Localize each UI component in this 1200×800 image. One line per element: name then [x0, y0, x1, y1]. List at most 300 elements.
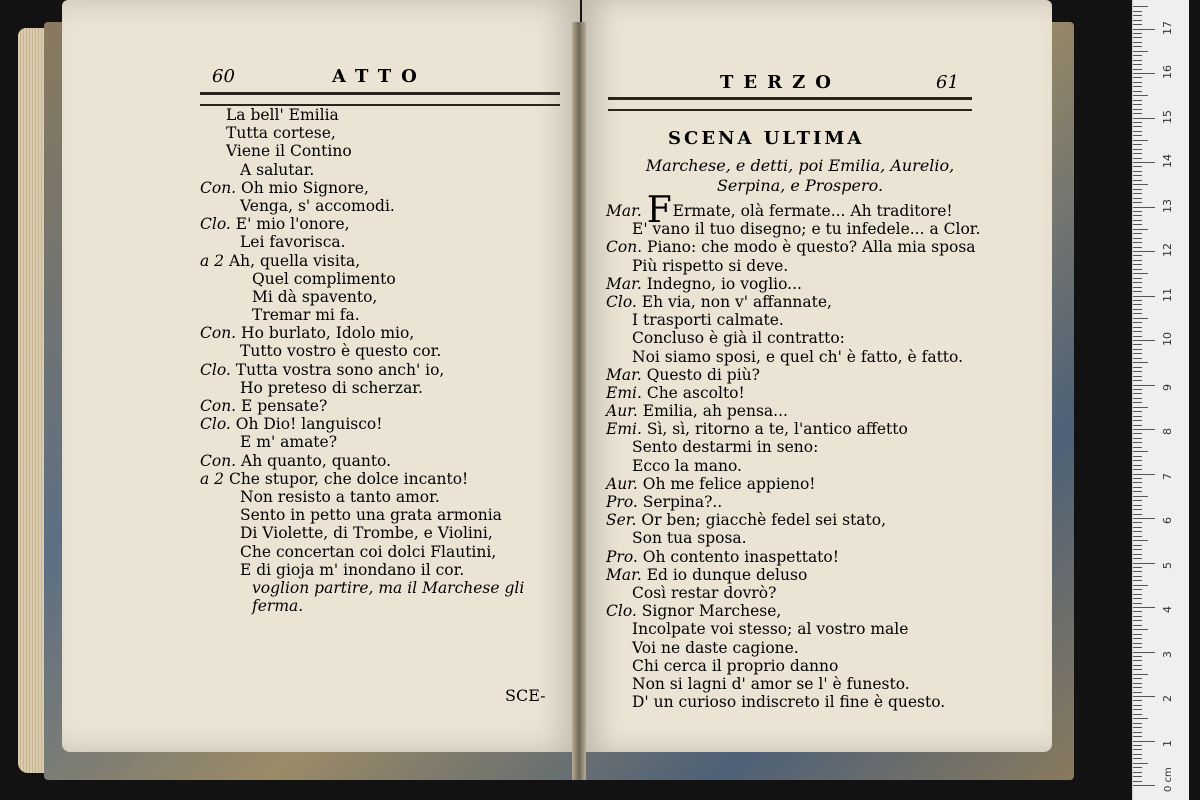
right-page-line: [606, 675, 986, 693]
ruler-tick: [1133, 549, 1142, 550]
verse-text: A salutar.: [240, 160, 315, 179]
right-page-line: [606, 420, 986, 438]
ruler-tick: [1133, 500, 1142, 501]
verse-text: Voi ne daste cagione.: [632, 638, 799, 657]
ruler-tick: [1133, 131, 1142, 132]
verse-text: Sento destarmi in seno:: [632, 438, 819, 457]
ruler-tick: [1133, 465, 1142, 466]
ruler-tick: [1133, 509, 1142, 510]
verse-text: Questo di più?: [646, 365, 760, 384]
right-page-line: [606, 602, 986, 620]
right-page-line: [606, 384, 986, 402]
speaker-label: Mar.: [606, 365, 642, 384]
left-page-line: [200, 288, 560, 306]
ruler-tick: [1133, 665, 1142, 666]
ruler-tick: [1133, 776, 1142, 777]
ruler-number: 1: [1161, 739, 1174, 747]
ruler-tick: [1133, 527, 1142, 528]
ruler-tick: [1133, 24, 1142, 25]
verse-text: Di Violette, di Trombe, e Violini,: [240, 524, 493, 543]
ruler-tick: [1133, 278, 1142, 279]
left-page-line: [200, 397, 560, 415]
left-page-line: [200, 561, 560, 579]
ruler-number: 5: [1161, 561, 1174, 569]
ruler-tick: [1133, 732, 1142, 733]
left-page-line: [200, 597, 560, 615]
ruler-tick: [1133, 563, 1155, 564]
ruler-tick: [1133, 460, 1142, 461]
left-page-text: [200, 106, 560, 615]
ruler-unit-label: 0 cm: [1163, 767, 1174, 792]
ruler-tick: [1133, 629, 1148, 630]
ruler-tick: [1133, 531, 1142, 532]
ruler-tick: [1133, 291, 1142, 292]
verse-text: D' un curioso indiscreto il fine è questo.: [632, 693, 946, 712]
ruler-tick: [1133, 198, 1142, 199]
ruler-tick: [1133, 104, 1142, 105]
ruler-tick: [1133, 625, 1142, 626]
ruler-tick: [1133, 705, 1142, 706]
verse-text: Mi dà spavento,: [252, 287, 378, 306]
verse-text: Ah quanto, quanto.: [241, 451, 392, 470]
left-page-line: [200, 215, 560, 233]
left-page-line: [200, 488, 560, 506]
left-header-rule: [200, 92, 560, 106]
ruler-tick: [1133, 496, 1148, 497]
left-page-line: [200, 197, 560, 215]
ruler-tick: [1133, 616, 1142, 617]
ruler-tick: [1133, 487, 1142, 488]
ruler-tick: [1133, 407, 1148, 408]
speaker-label: Mar.: [606, 565, 642, 584]
right-page-line: [606, 511, 986, 529]
verse-text: Indegno, io voglio...: [646, 274, 802, 293]
ruler-tick: [1133, 91, 1142, 92]
right-page-text: [606, 190, 986, 712]
left-page-line: [200, 524, 560, 542]
speaker-label: Mar.: [606, 202, 642, 220]
ruler-tick: [1133, 647, 1142, 648]
ruler-tick: [1133, 180, 1142, 181]
ruler-tick: [1133, 367, 1142, 368]
ruler-tick: [1133, 118, 1155, 119]
ruler-tick: [1133, 781, 1142, 782]
speaker-label: a 2: [200, 469, 225, 488]
verse-text: Serpina?..: [642, 493, 723, 511]
right-running-head: TERZO: [720, 72, 841, 93]
ruler-tick: [1133, 741, 1155, 742]
ruler-tick: [1133, 482, 1142, 483]
ruler-tick: [1133, 536, 1142, 537]
speaker-label: Clo.: [200, 360, 231, 379]
ruler-tick: [1133, 456, 1142, 457]
ruler-tick: [1133, 300, 1142, 301]
ruler-tick: [1133, 585, 1148, 586]
verse-text: Ermate, olà fermate... Ah traditore!: [672, 202, 953, 220]
stage-direction: ferma.: [252, 597, 304, 616]
verse-text: Sì, sì, ritorno a te, l'antico affetto: [646, 420, 908, 439]
verse-text: E di gioja m' inondano il cor.: [240, 560, 465, 579]
ruler-tick: [1133, 33, 1142, 34]
ruler-tick: [1133, 15, 1142, 16]
ruler-tick: [1133, 554, 1142, 555]
ruler-tick: [1133, 571, 1142, 572]
ruler-tick: [1133, 269, 1142, 270]
ruler-tick: [1133, 683, 1142, 684]
ruler-tick: [1133, 447, 1142, 448]
verse-text: E' mio l'onore,: [235, 215, 350, 234]
ruler-tick: [1133, 233, 1142, 234]
speaker-label: Con.: [200, 397, 237, 415]
ruler-tick: [1133, 309, 1142, 310]
ruler-tick: [1133, 358, 1142, 359]
ruler-tick: [1133, 727, 1142, 728]
verse-text: Così restar dovrò?: [632, 583, 777, 602]
verse-text: La bell' Emilia: [226, 106, 339, 124]
ruler-tick: [1133, 638, 1142, 639]
right-page-line: [606, 548, 986, 566]
verse-text: Oh contento inaspettato!: [642, 547, 839, 566]
verse-text: Tremar mi fa.: [252, 306, 360, 325]
ruler-tick: [1133, 669, 1142, 670]
ruler-tick: [1133, 438, 1142, 439]
ruler-tick: [1133, 6, 1148, 7]
ruler-tick: [1133, 389, 1142, 390]
ruler-number: 2: [1161, 695, 1174, 702]
speaker-label: Pro.: [606, 493, 638, 511]
ruler-tick: [1133, 273, 1148, 274]
verse-text: E m' amate?: [240, 433, 338, 452]
ruler-number: 3: [1161, 650, 1174, 658]
left-page-line: [200, 142, 560, 160]
right-page-line: [606, 366, 986, 384]
ruler-tick: [1133, 767, 1142, 768]
right-page-line: [606, 238, 986, 256]
ruler-tick: [1133, 398, 1142, 399]
verse-text: Emilia, ah pensa...: [642, 402, 788, 421]
ruler-number: 15: [1161, 109, 1174, 124]
left-page-line: [200, 106, 560, 124]
right-page-line: [606, 566, 986, 584]
verse-text: Ecco la mano.: [632, 456, 742, 475]
speaker-label: Pro.: [606, 547, 638, 566]
ruler-tick: [1133, 723, 1142, 724]
ruler-tick: [1133, 260, 1142, 261]
ruler-tick: [1133, 60, 1142, 61]
right-page-line: [606, 311, 986, 329]
ruler-tick: [1133, 540, 1148, 541]
ruler-number: 10: [1161, 332, 1174, 346]
ruler-tick: [1133, 251, 1155, 252]
ruler-tick: [1133, 313, 1142, 314]
ruler-tick: [1133, 700, 1142, 701]
ruler-tick: [1133, 109, 1142, 110]
ruler-tick: [1133, 340, 1155, 341]
ruler-tick: [1133, 416, 1142, 417]
left-page-line: [200, 342, 560, 360]
verse-text: Concluso è già il contratto:: [632, 329, 845, 348]
ruler-tick: [1133, 580, 1142, 581]
ruler-tick: [1133, 451, 1148, 452]
ruler-tick: [1133, 82, 1142, 83]
right-page-line: [606, 220, 986, 238]
ruler-tick: [1133, 46, 1142, 47]
ruler-number: 14: [1161, 154, 1174, 168]
ruler-tick: [1133, 220, 1142, 221]
ruler-tick: [1133, 763, 1148, 764]
verse-text: E' vano il tuo disegno; e tu infedele... a Clor.: [632, 220, 981, 239]
verse-text: Quel complimento: [252, 269, 396, 288]
right-page-line: [606, 293, 986, 311]
ruler-tick: [1133, 304, 1142, 305]
verse-text: Non resisto a tanto amor.: [240, 487, 440, 506]
left-page-line: [200, 252, 560, 270]
ruler-tick: [1133, 567, 1142, 568]
verse-text: Che ascolto!: [646, 383, 745, 402]
ruler-tick: [1133, 660, 1142, 661]
left-page-line: [200, 361, 560, 379]
ruler-tick: [1133, 140, 1148, 141]
left-page-line: [200, 579, 560, 597]
ruler-tick: [1133, 634, 1142, 635]
ruler-tick: [1133, 620, 1142, 621]
ruler-tick: [1133, 162, 1155, 163]
ruler-tick: [1133, 100, 1142, 101]
ruler-tick: [1133, 51, 1148, 52]
ruler-tick: [1133, 353, 1142, 354]
ruler-tick: [1133, 371, 1142, 372]
speaker-label: Clo.: [200, 215, 231, 234]
ruler-tick: [1133, 442, 1142, 443]
characters-line-1: Marchese, e detti, poi Emilia, Aurelio,: [645, 156, 955, 175]
speaker-label: Con.: [606, 238, 643, 257]
ruler-tick: [1133, 153, 1142, 154]
right-page-line: [606, 457, 986, 475]
measuring-ruler: [1132, 0, 1189, 800]
ruler-tick: [1133, 656, 1142, 657]
right-page-number: 61: [936, 72, 959, 93]
ruler-tick: [1133, 603, 1142, 604]
ruler-tick: [1133, 714, 1142, 715]
verse-text: Ho preteso di scherzar.: [240, 378, 423, 397]
ruler-number: 7: [1161, 472, 1174, 480]
right-page-line: [606, 620, 986, 638]
left-page-line: [200, 161, 560, 179]
ruler-tick: [1133, 255, 1142, 256]
speaker-label: Emi.: [606, 420, 642, 439]
right-page-line: [606, 639, 986, 657]
ruler-tick: [1133, 135, 1142, 136]
ruler-tick: [1133, 736, 1142, 737]
ruler-tick: [1133, 344, 1142, 345]
right-page-line: [606, 693, 986, 711]
ruler-tick: [1133, 754, 1142, 755]
ruler-tick: [1133, 86, 1142, 87]
verse-text: Son tua sposa.: [632, 529, 747, 548]
ruler-tick: [1133, 402, 1142, 403]
speaker-label: Emi.: [606, 383, 642, 402]
ruler-tick: [1133, 73, 1155, 74]
ruler-tick: [1133, 514, 1142, 515]
ruler-tick: [1133, 709, 1142, 710]
speaker-label: Con.: [200, 324, 237, 343]
ruler-tick: [1133, 171, 1142, 172]
ruler-tick: [1133, 37, 1142, 38]
ruler-tick: [1133, 576, 1142, 577]
verse-text: Non si lagni d' amor se l' è funesto.: [632, 674, 910, 693]
left-page-line: [200, 379, 560, 397]
left-page-line: [200, 433, 560, 451]
verse-text: Ho burlato, Idolo mio,: [241, 324, 415, 343]
ruler-tick: [1133, 77, 1142, 78]
ruler-tick: [1133, 158, 1142, 159]
scene-title: SCENA ULTIMA: [668, 128, 865, 149]
verse-text: Piano: che modo è questo? Alla mia sposa: [647, 238, 976, 257]
ruler-tick: [1133, 211, 1142, 212]
verse-text: Chi cerca il proprio danno: [632, 656, 839, 675]
verse-text: Tutto vostro è questo cor.: [240, 342, 442, 361]
ruler-tick: [1133, 474, 1155, 475]
verse-text: Più rispetto si deve.: [632, 256, 789, 275]
ruler-tick: [1133, 429, 1155, 430]
verse-text: Viene il Contino: [226, 142, 352, 161]
ruler-tick: [1133, 545, 1142, 546]
ruler-number: 9: [1161, 383, 1174, 391]
ruler-tick: [1133, 589, 1142, 590]
ruler-tick: [1133, 229, 1148, 230]
verse-text: Eh via, non v' affannate,: [641, 292, 832, 311]
ruler-tick: [1133, 193, 1142, 194]
ruler-tick: [1133, 385, 1155, 386]
verse-text: Sento in petto una grata armonia: [240, 506, 502, 525]
speaker-label: Ser.: [606, 511, 637, 530]
speaker-label: Aur.: [606, 402, 638, 421]
right-page-line: [606, 275, 986, 293]
ruler-tick: [1133, 785, 1155, 786]
right-page-line: [606, 529, 986, 547]
ruler-tick: [1133, 126, 1142, 127]
ruler-tick: [1133, 687, 1142, 688]
ruler-tick: [1133, 749, 1142, 750]
stage-direction: voglion partire, ma il Marchese gli: [252, 578, 525, 597]
right-page-line: [606, 257, 986, 275]
ruler-tick: [1133, 718, 1148, 719]
ruler-number: 13: [1161, 198, 1174, 213]
ruler-tick: [1133, 207, 1155, 208]
left-page-line: [200, 233, 560, 251]
ruler-tick: [1133, 478, 1142, 479]
ruler-tick: [1133, 247, 1142, 248]
left-page-line: [200, 324, 560, 342]
ruler-tick: [1133, 224, 1142, 225]
ruler-tick: [1133, 264, 1142, 265]
ruler-tick: [1133, 745, 1142, 746]
ruler-tick: [1133, 189, 1142, 190]
right-page-line: [606, 402, 986, 420]
ruler-number: 11: [1161, 287, 1174, 302]
speaker-label: a 2: [200, 251, 225, 270]
ruler-tick: [1133, 327, 1142, 328]
verse-text: Ed io dunque deluso: [646, 565, 808, 584]
right-header-rule: [608, 97, 972, 111]
left-page-number: 60: [212, 66, 235, 87]
ruler-tick: [1133, 411, 1142, 412]
ruler-number: 8: [1161, 428, 1174, 435]
ruler-tick: [1133, 594, 1142, 595]
speaker-label: Mar.: [606, 274, 642, 293]
verse-text: Noi siamo sposi, e quel ch' è fatto, è fatto.: [632, 347, 964, 366]
left-page-line: [200, 306, 560, 324]
ruler-tick: [1133, 425, 1142, 426]
ruler-tick: [1133, 522, 1142, 523]
ruler-tick: [1133, 362, 1148, 363]
speaker-label: Aur.: [606, 474, 638, 493]
verse-text: E pensate?: [241, 397, 328, 415]
ruler-tick: [1133, 29, 1155, 30]
ruler-tick: [1133, 505, 1142, 506]
ruler-tick: [1133, 420, 1142, 421]
ruler-tick: [1133, 175, 1142, 176]
verse-text: Ah, quella visita,: [228, 251, 361, 270]
verse-text: Incolpate voi stesso; al vostro male: [632, 620, 909, 639]
ruler-tick: [1133, 469, 1142, 470]
verse-text: Tutta cortese,: [226, 124, 336, 143]
ruler-tick: [1133, 64, 1142, 65]
verse-text: Che concertan coi dolci Flautini,: [240, 542, 497, 561]
ruler-tick: [1133, 393, 1142, 394]
right-page-line: [606, 348, 986, 366]
ruler-tick: [1133, 518, 1155, 519]
ruler-tick: [1133, 318, 1148, 319]
ruler-number: 16: [1161, 65, 1174, 79]
ruler-tick: [1133, 322, 1142, 323]
ruler-tick: [1133, 696, 1155, 697]
ruler-number: 12: [1161, 243, 1174, 257]
ruler-tick: [1133, 558, 1142, 559]
drop-cap: F: [646, 190, 672, 231]
ruler-tick: [1133, 296, 1155, 297]
ruler-tick: [1133, 491, 1142, 492]
speaker-label: Con.: [200, 451, 237, 470]
ruler-tick: [1133, 380, 1142, 381]
left-page-line: [200, 179, 560, 197]
verse-text: Lei favorisca.: [240, 233, 346, 252]
ruler-tick: [1133, 643, 1142, 644]
ruler-tick: [1133, 376, 1142, 377]
ruler-tick: [1133, 242, 1142, 243]
ruler-number: 6: [1161, 517, 1174, 524]
ruler-tick: [1133, 11, 1142, 12]
left-page-line: [200, 124, 560, 142]
ruler-tick: [1133, 758, 1142, 759]
ruler-tick: [1133, 55, 1142, 56]
ruler-tick: [1133, 336, 1142, 337]
left-page-line: [200, 452, 560, 470]
verse-text: Venga, s' accomodi.: [240, 196, 395, 215]
ruler-tick: [1133, 144, 1142, 145]
verse-text: Tutta vostra sono anch' io,: [235, 360, 445, 379]
ruler-tick: [1133, 166, 1142, 167]
speaker-label: Con.: [200, 178, 237, 197]
ruler-tick: [1133, 772, 1142, 773]
ruler-tick: [1133, 652, 1155, 653]
speaker-label: Clo.: [200, 415, 231, 434]
left-running-head: ATTO: [332, 66, 427, 87]
characters-line-2: Serpina, e Prospero.: [716, 176, 884, 195]
ruler-tick: [1133, 20, 1142, 21]
ruler-tick: [1133, 69, 1142, 70]
ruler-tick: [1133, 598, 1142, 599]
